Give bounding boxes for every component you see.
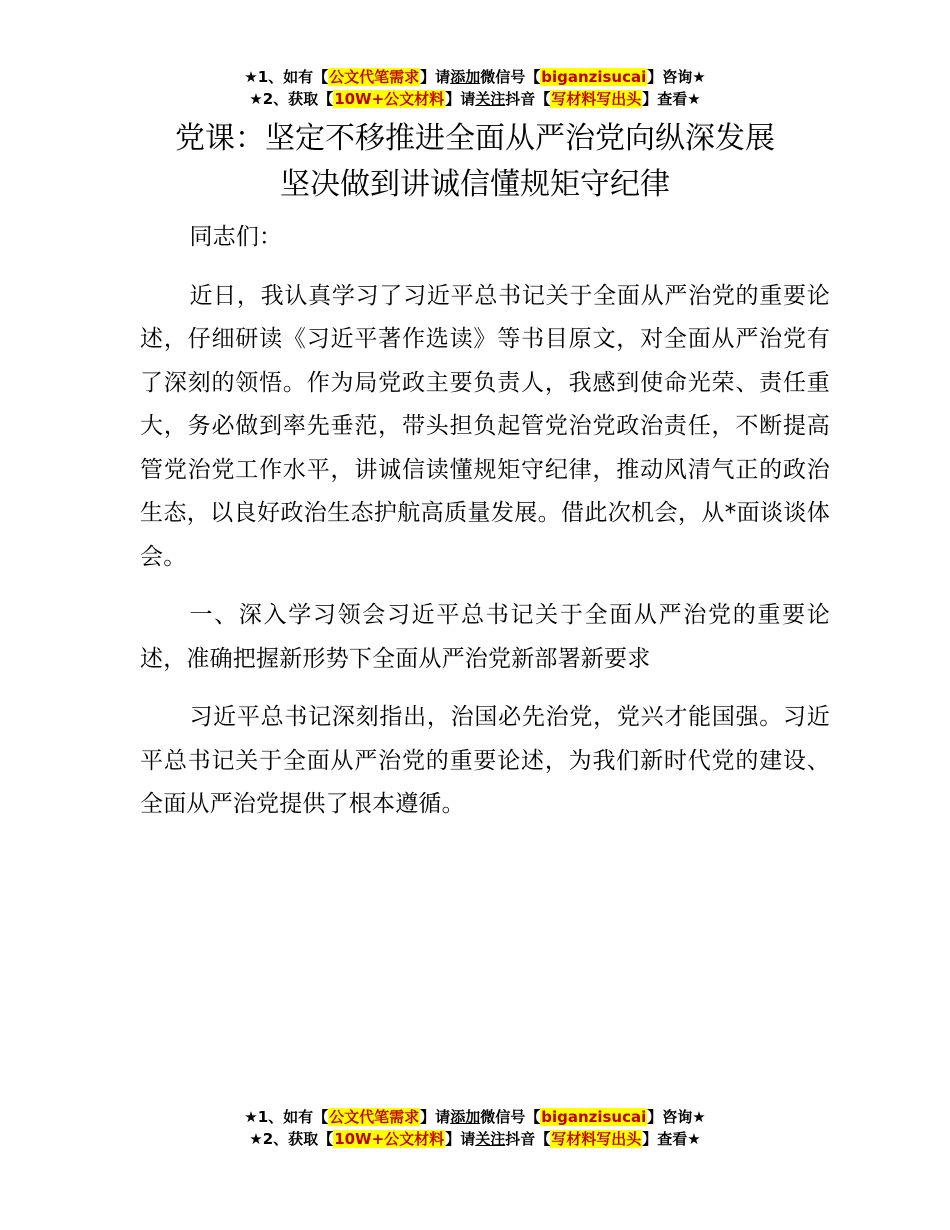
- paragraph-intro: 近日，我认真学习了习近平总书记关于全面从严治党的重要论述，仔细研读《习近平著作选读》等书目原文，对全面从严治党有了深刻的领悟。作为局党政主要负责人，我感到使命光荣、责任重大，务必做到率先垂范，带头担负起管党治党政治责任，不断提高管党治党工作水平，讲诚信读懂规矩守纪律，推动风清气正的政治生态，以良好政治生态护航高质量发展。借此次机会，从*面谈谈体会。: [140, 282, 830, 570]
- footer-highlight-douyin-id: 写材料写出头: [551, 1130, 642, 1148]
- header-banner: [0, 66, 950, 110]
- footer-line-1: ★1、如有【公文代笔需求】请添加微信号【biganzisucai】咨询★: [244, 1108, 706, 1126]
- highlight-materials: 10W+公文材料: [334, 90, 445, 108]
- title-line-1: 党课：坚定不移推进全面从严治党向纵深发展: [175, 121, 775, 156]
- highlight-service: 公文代笔需求: [329, 68, 420, 86]
- paragraph-section-1: 习近平总书记深刻指出，治国必先治党，党兴才能国强。习近平总书记关于全面从严治党的重要论述，为我们新时代党的建设、全面从严治党提供了根本遵循。: [140, 704, 830, 817]
- section-heading-1: 一、深入学习领会习近平总书记关于全面从严治党的重要论述，准确把握新形势下全面从严治党新部署新要求: [140, 602, 830, 672]
- highlight-douyin-id: 写材料写出头: [551, 90, 642, 108]
- banner-line-2: ★2、获取【10W+公文材料】请关注抖音【写材料写出头】查看★: [249, 90, 701, 108]
- banner-line-1: ★1、如有【公文代笔需求】请添加微信号【biganzisucai】咨询★: [244, 68, 706, 86]
- footer-line-2: ★2、获取【10W+公文材料】请关注抖音【写材料写出头】查看★: [249, 1130, 701, 1148]
- footer-highlight-materials: 10W+公文材料: [334, 1130, 445, 1148]
- salutation: 同志们：: [189, 224, 283, 250]
- footer-banner: [0, 1106, 950, 1150]
- footer-highlight-wechat-id: biganzisucai: [541, 1108, 647, 1126]
- document-body: [140, 216, 830, 842]
- footer-highlight-service: 公文代笔需求: [329, 1108, 420, 1126]
- title-line-2: 坚决做到讲诚信懂规矩守纪律: [280, 167, 670, 202]
- highlight-wechat-id: biganzisucai: [541, 68, 647, 86]
- document-title: [0, 116, 950, 208]
